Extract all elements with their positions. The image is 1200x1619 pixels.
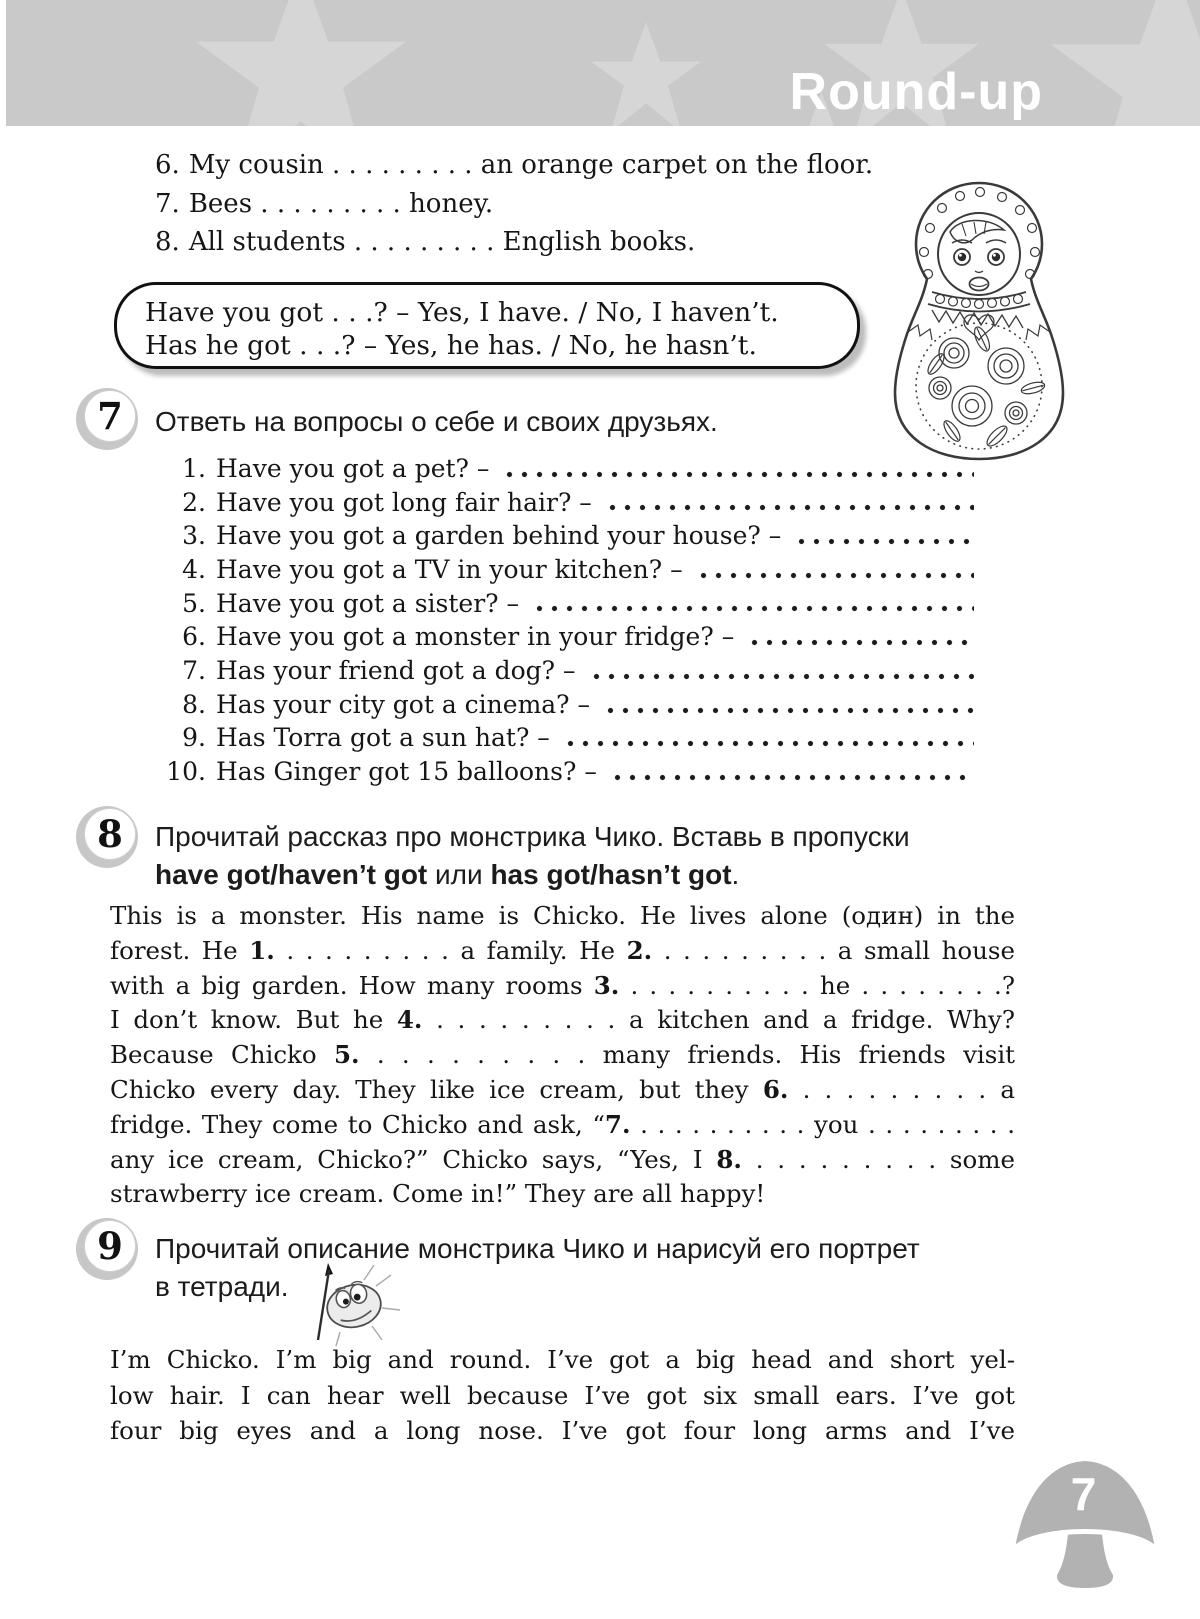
- answer-blank: [603, 703, 974, 715]
- exercise-8-task: [155, 818, 910, 893]
- question-number: 6.: [182, 622, 206, 652]
- question-text: Has Torra got a sun hat? –: [216, 723, 550, 753]
- question-number: 8.: [182, 689, 206, 719]
- answer-blank: [605, 500, 974, 512]
- monster-description-text: [110, 1342, 1015, 1449]
- question-number: 1.: [182, 453, 206, 483]
- question-row: [150, 620, 977, 654]
- question-number: 10.: [166, 757, 206, 787]
- question-text: Have you got a sister? –: [216, 588, 519, 618]
- page-number-marker: [1008, 1455, 1163, 1595]
- answer-blank: [502, 467, 974, 479]
- page-number: 7: [1070, 1468, 1097, 1520]
- answer-blank: [532, 601, 974, 613]
- question-row: [150, 587, 977, 621]
- text-line: This is a monster. His name is Chicko. He lives alone (один) in the: [110, 901, 1015, 930]
- text-line: have got/haven’t got или has got/hasn’t got.: [155, 858, 740, 890]
- exercise-number: 7: [84, 390, 136, 442]
- text-line: Because Chicko 5. . . . . . . . . . many friends. His friends visit: [110, 1040, 1015, 1070]
- question-row: [150, 755, 977, 789]
- star-icon: [591, 22, 701, 126]
- text-line: Chicko every day. They like ice cream, but they 6. . . . . . . . . . a: [110, 1074, 1015, 1104]
- text-line: fridge. They come to Chicko and ask, “7. . . . . . . . . . . you . . . . . . . . .: [110, 1109, 1015, 1139]
- grammar-box: [114, 282, 860, 369]
- section-title: Round-up: [789, 63, 1043, 121]
- question-text: Have you got a pet? –: [216, 453, 490, 483]
- question-number: 9.: [182, 723, 206, 753]
- text-line: with a big garden. How many rooms 3. . . . . . . . . . . he . . . . . . . .?: [110, 970, 1015, 1000]
- question-row: [150, 654, 977, 688]
- item-text: Bees . . . . . . . . . honey.: [188, 188, 494, 219]
- question-row: [150, 452, 977, 486]
- answer-blank: [589, 669, 974, 681]
- text-line: Прочитай описание монстрика Чико и нарисуй его портрет: [155, 1233, 920, 1264]
- question-number: 3.: [182, 521, 206, 551]
- text-line: Have you got . . .? – Yes, I have. / No, I haven’t.: [145, 297, 779, 328]
- star-icon: [1051, 0, 1200, 126]
- text-line: any ice cream, Chicko?” Chicko says, “Yes, I 8. . . . . . . . . . some: [110, 1144, 1015, 1174]
- question-number: 5.: [182, 588, 206, 618]
- item-text: All students . . . . . . . . . English books.: [188, 227, 696, 257]
- text-line: в тетради.: [155, 1270, 289, 1302]
- item-number: 7.: [155, 188, 180, 219]
- text-line: Has he got . . .? – Yes, he has. / No, he hasn’t.: [145, 330, 757, 361]
- item-text: My cousin . . . . . . . . . an orange carpet on the floor.: [188, 150, 874, 180]
- question-number: 4.: [182, 555, 206, 585]
- text-line: I’m Chicko. I’m big and round. I’ve got a big head and short yel-: [110, 1345, 1015, 1374]
- question-text: Has your friend got a dog? –: [216, 656, 576, 686]
- exercise-7-badge: [76, 388, 138, 450]
- question-row: [150, 553, 977, 587]
- question-text: Have you got a monster in your fridge? –: [216, 622, 735, 652]
- answer-blank: [794, 534, 974, 546]
- matryoshka-illustration: [892, 180, 1067, 466]
- text-line: forest. He 1. . . . . . . . . . a family. He 2. . . . . . . . . . a small house: [110, 935, 1015, 965]
- fill-in-item: [155, 146, 1035, 185]
- page-header: [6, 0, 1200, 126]
- text-line: I don’t know. But he 4. . . . . . . . . . a kitchen and a fridge. Why?: [110, 1005, 1015, 1035]
- answer-blank: [610, 770, 974, 782]
- exercise-9-task: [155, 1230, 920, 1305]
- text-line: four big eyes and a long nose. I’ve got four long arms and I’ve: [110, 1416, 1015, 1445]
- question-text: Have you got long fair hair? –: [216, 487, 592, 517]
- answer-blank: [747, 635, 974, 647]
- question-number: 7.: [182, 656, 206, 686]
- question-list: [150, 452, 977, 789]
- star-icon: [196, 0, 406, 126]
- text-line: Прочитай рассказ про монстрика Чико. Вставь в пропуски: [155, 821, 910, 852]
- question-text: Have you got a TV in your kitchen? –: [216, 555, 683, 585]
- text-line: strawberry ice cream. Come in!” They are all happy!: [110, 1179, 766, 1209]
- question-number: 2.: [182, 487, 206, 517]
- text-line: low hair. I can hear well because I’ve got six small ears. I’ve got: [110, 1380, 1015, 1410]
- exercise-number: 8: [84, 808, 136, 860]
- answer-blank: [563, 736, 974, 748]
- item-number: 8.: [155, 227, 180, 257]
- exercise-9-badge: [76, 1218, 138, 1280]
- exercise-number: 9: [84, 1220, 136, 1272]
- exercise-8-badge: [76, 806, 138, 868]
- question-text: Has Ginger got 15 balloons? –: [216, 757, 597, 787]
- question-text: Has your city got a cinema? –: [216, 689, 591, 719]
- item-number: 6.: [155, 150, 180, 180]
- question-row: [150, 486, 977, 520]
- question-row: [150, 722, 977, 756]
- answer-blank: [696, 568, 974, 580]
- question-text: Have you got a garden behind your house? –: [216, 521, 782, 551]
- story-text: [110, 899, 1015, 1212]
- question-row: [150, 688, 977, 722]
- question-row: [150, 519, 977, 553]
- exercise-7-task: Ответь на вопросы о себе и своих друзьях.: [155, 406, 718, 437]
